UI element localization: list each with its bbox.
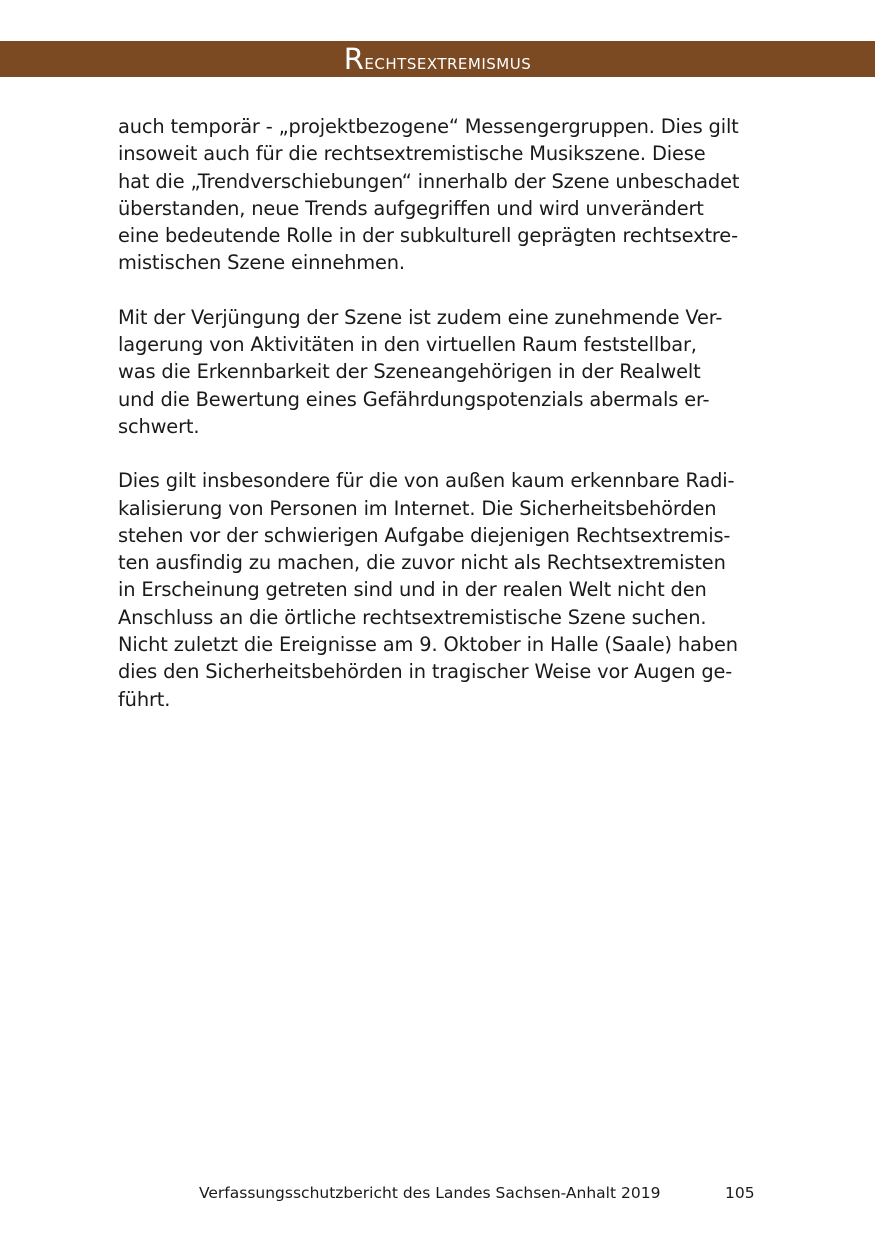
text-line: in Erscheinung getreten sind und in der realen Welt nicht den	[118, 578, 707, 602]
text-line: dies den Sicherheitsbehörden in tragischer Weise vor Augen ge-	[118, 660, 733, 684]
text-line: insoweit auch für die rechtsextremistische Musikszene. Diese	[118, 142, 706, 166]
section-title	[344, 41, 531, 81]
body-text	[118, 113, 768, 740]
text-line: Anschluss an die örtliche rechtsextremistische Szene suchen.	[118, 605, 707, 629]
text-line: ten ausfindig zu machen, die zuvor nicht als Rechtsextremisten	[118, 551, 726, 575]
section-header-bar	[0, 41, 875, 77]
page-number: 105	[725, 1184, 755, 1202]
section-title-initial: R	[343, 42, 365, 76]
text-line: und die Bewertung eines Gefährdungspotenzials abermals er-	[118, 387, 710, 411]
text-line: Nicht zuletzt die Ereignisse am 9. Oktober in Halle (Saale) haben	[118, 633, 738, 657]
text-line: Dies gilt insbesondere für die von außen kaum erkennbare Radi-	[118, 469, 735, 493]
text-line: lagerung von Aktivitäten in den virtuellen Raum feststellbar,	[118, 333, 697, 357]
text-line: führt.	[118, 687, 171, 711]
paragraph-2	[118, 304, 768, 440]
text-line: schwert.	[118, 414, 200, 438]
paragraph-1	[118, 113, 768, 277]
page-footer	[0, 1181, 875, 1205]
text-line: mistischen Szene einnehmen.	[118, 251, 405, 275]
text-line: eine bedeutende Rolle in der subkulturell geprägten rechtsextre-	[118, 224, 738, 248]
text-line: hat die „Trendverschiebungen“ innerhalb der Szene unbeschadet	[118, 169, 740, 193]
section-title-rest: echtsextremismus	[364, 50, 532, 75]
text-line: stehen vor der schwierigen Aufgabe diejenigen Rechtsextremis-	[118, 523, 731, 547]
text-line: kalisierung von Personen im Internet. Die Sicherheitsbehörden	[118, 496, 717, 520]
text-line: überstanden, neue Trends aufgegriffen und wird unverändert	[118, 196, 704, 220]
text-line: auch temporär - „projektbezogene“ Messengergruppen. Dies gilt	[118, 115, 739, 138]
text-line: was die Erkennbarkeit der Szeneangehörigen in der Realwelt	[118, 360, 701, 384]
text-line: Mit der Verjüngung der Szene ist zudem eine zunehmende Ver-	[118, 305, 723, 329]
paragraph-3	[118, 467, 768, 713]
footer-publication-title: Verfassungsschutzbericht des Landes Sachsen-Anhalt 2019	[199, 1184, 661, 1202]
